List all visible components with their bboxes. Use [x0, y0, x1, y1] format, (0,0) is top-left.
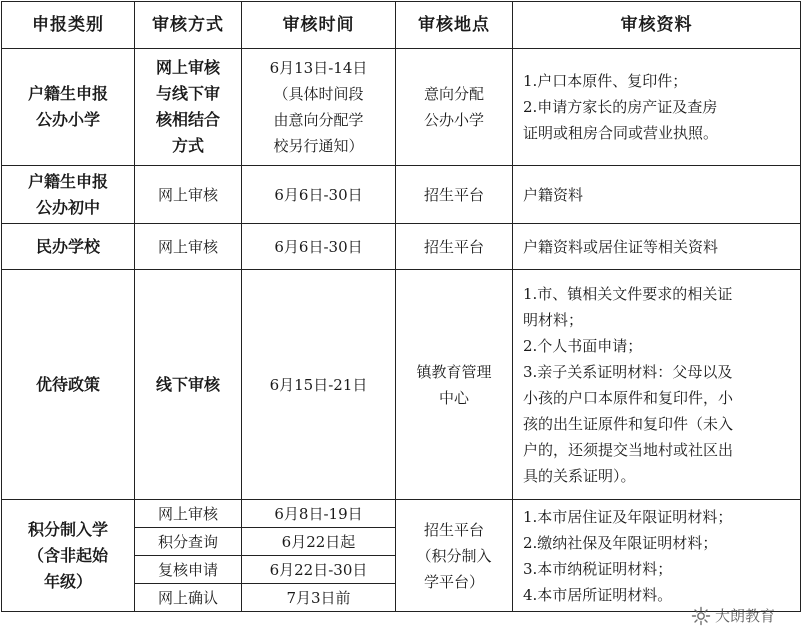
cell-place: 意向分配 公办小学 — [396, 49, 513, 166]
cell-method: 网上确认 — [135, 584, 242, 612]
table-row — [2, 500, 801, 528]
cell-time: 6月6日-30日 — [242, 224, 396, 270]
watermark-text: 大朗教育 — [714, 607, 775, 625]
cell-time: 6月6日-30日 — [242, 166, 396, 224]
header-place: 审核地点 — [396, 2, 513, 49]
cell-place: 招生平台 — [396, 166, 513, 224]
cell-category: 户籍生申报 公办小学 — [2, 49, 135, 166]
cell-place: 招生平台 （积分制入 学平台） — [396, 500, 513, 612]
table-row — [2, 166, 801, 224]
cell-category: 积分制入学 （含非起始 年级） — [2, 500, 135, 612]
table-header-row — [2, 2, 801, 49]
cell-category: 优待政策 — [2, 270, 135, 500]
cell-time: 6月15日-21日 — [242, 270, 396, 500]
cell-method: 网上审核 — [135, 500, 242, 528]
cell-category: 民办学校 — [2, 224, 135, 270]
table-row — [2, 270, 801, 500]
sun-flower-logo-icon — [691, 606, 711, 626]
cell-materials: 1.本市居住证及年限证明材料； 2.缴纳社保及年限证明材料； 3.本市纳税证明材料； 4.本市居所证明材料。 — [513, 500, 801, 612]
cell-method: 复核申请 — [135, 556, 242, 584]
cell-materials: 户籍资料 — [513, 166, 801, 224]
table-row — [2, 224, 801, 270]
cell-category: 户籍生申报 公办初中 — [2, 166, 135, 224]
cell-materials: 1.市、镇相关文件要求的相关证 明材料； 2.个人书面申请； 3.亲子关系证明材料：父母以及 小孩的户口本原件和复印件，小 孩的出生证原件和复印件（未入 户的，还须提交当地村或社区出 具的关系证明）。 — [513, 270, 801, 500]
cell-time: 6月13日-14日 （具体时间段 由意向分配学 校另行通知） — [242, 49, 396, 166]
cell-place: 镇教育管理 中心 — [396, 270, 513, 500]
watermark — [691, 605, 775, 626]
cell-method: 网上审核 与线下审 核相结合 方式 — [135, 49, 242, 166]
cell-method: 积分查询 — [135, 528, 242, 556]
cell-time: 6月8日-19日 — [242, 500, 396, 528]
registration-review-table — [1, 1, 801, 612]
cell-materials: 户籍资料或居住证等相关资料 — [513, 224, 801, 270]
header-materials: 审核资料 — [513, 2, 801, 49]
header-time: 审核时间 — [242, 2, 396, 49]
cell-method: 线下审核 — [135, 270, 242, 500]
table-row — [2, 49, 801, 166]
cell-method: 网上审核 — [135, 166, 242, 224]
cell-materials: 1.户口本原件、复印件； 2.申请方家长的房产证及查房 证明或租房合同或营业执照。 — [513, 49, 801, 166]
cell-time: 7月3日前 — [242, 584, 396, 612]
cell-method: 网上审核 — [135, 224, 242, 270]
cell-time: 6月22日-30日 — [242, 556, 396, 584]
header-method: 审核方式 — [135, 2, 242, 49]
cell-place: 招生平台 — [396, 224, 513, 270]
header-category: 申报类别 — [2, 2, 135, 49]
cell-time: 6月22日起 — [242, 528, 396, 556]
